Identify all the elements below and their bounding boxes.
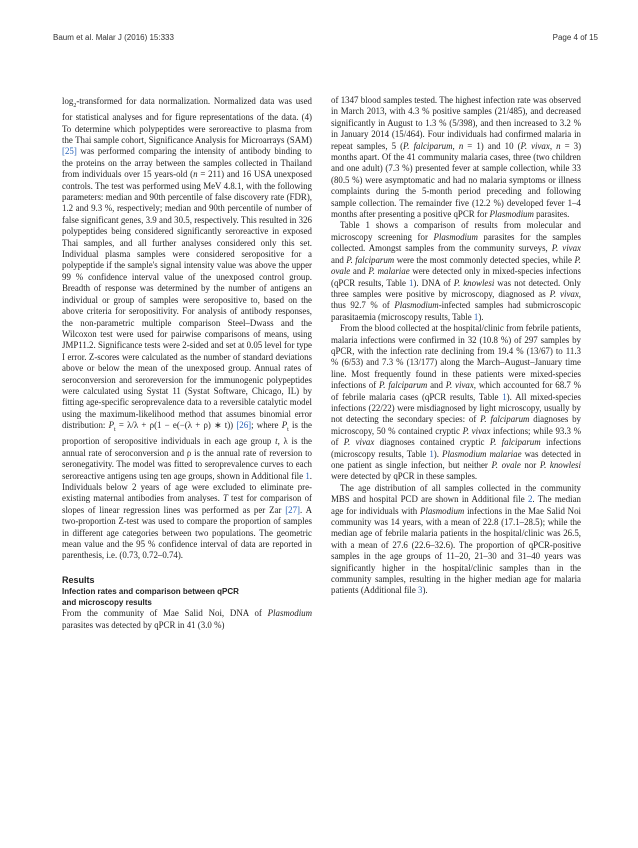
page-number: Page 4 of 15 [552,33,598,42]
subheading-line: Infection rates and comparison between qPCR [62,587,239,597]
subheading-line: and microscopy results [62,597,152,607]
text-run: infections; while 93.3 % of [331,425,581,448]
text-run: -transformed for data normalization. Normalized data was used for statistical analyses and for figure representations of the data. (4) To determine which polypeptides were seroreactive to plasma from the Thai sample cohort, Significance Analysis for Microarrays (SAM) [62,96,312,145]
text-run: -infected samples had submicroscopic parasitaemia (microscopy results, Table [331,300,581,322]
results-heading: Results [62,574,95,585]
text-run: = λ/λ + ρ(1 − e(−(λ + ρ) ∗ t)) [115,420,237,431]
table-1-link[interactable]: 1 [429,448,434,459]
left-column [62,96,312,631]
text-run: P. vivax [343,437,375,448]
text-run: nor [520,460,540,470]
text-run: P. falciparum [403,140,453,151]
community-paragraph [331,95,581,220]
text-run: , which accounted for 68.7 % of febrile malaria cases (qPCR results, Table [331,380,582,402]
ref-link-25[interactable]: [25] [62,146,77,157]
text-run: t [114,426,116,433]
text-run: and [331,254,347,265]
table1-paragraph [331,220,581,323]
text-run: P. ovale [331,254,581,277]
text-run: , λ is the annual rate of seroconversion and ρ is the annual rate of reversion to seronegativity. The model was fitted to seroprevalence curves to each seroreactive antigens using ten age groups, shown in Additional file [62,436,312,481]
text-run: , [549,140,557,151]
additional-file-1-link[interactable]: 1 [305,470,310,481]
methods-paragraph [62,96,312,562]
age-distribution-paragraph [331,483,581,597]
text-run: Plasmodium [419,505,465,516]
text-run: = 3) months apart. Of the 41 community malaria cases, three (two children and one adult) (7.3 %) presented fever at sample collection, while 33 (80.5 %) were asymptomatic and had no malaria symptoms or illness complaints during the 5-month period preceding and following sample collection. The remainder five (12.2 %) developed fever 1–4 months after presenting a positive qPCR for [331,140,582,220]
text-run: ). [433,448,443,459]
text-run: is the proportion of seropositive individuals in each age group [62,420,312,447]
text-run: log [62,96,74,106]
text-run: test for comparison of slopes of linear regression lines was performed as per Zar [62,493,312,515]
text-run: . The median age for individuals with [331,494,581,516]
text-run: . Individuals below 2 years of age were excluded to eliminate pre-existing maternal antibodies from analyses. [62,470,312,504]
text-run: parasites was detected by qPCR in 41 (3.0 %) [62,619,225,630]
text-run: t [287,426,289,433]
text-run: infections (microscopy results, Table [331,437,581,459]
text-run: Plasmodium [433,231,478,242]
results-subheading [62,587,312,608]
ref-link-27[interactable]: [27] [285,504,301,515]
text-run: parasites for the samples collected. Amongst samples from the community surveys, [331,231,581,254]
text-run: Plasmodium [489,209,534,220]
text-run: P. ovale [491,460,521,470]
text-run: ). [422,585,428,596]
text-run: ). All mixed-species infections (22/22) were misdiagnosed by light microscopy, usually by not detecting the secondary species: of [331,391,581,425]
text-run: 2 [73,102,77,109]
text-run: Plasmodium [267,608,312,619]
additional-file-2-link[interactable]: 2 [527,494,533,505]
text-run: P. vivax [549,288,579,299]
text-run: n [193,169,198,180]
text-run: t [275,436,278,447]
text-run: of 1347 blood samples tested. The highest infection rate was observed in March 2013, with 4.3 % positive samples (21/485), and decreased significantly in August to 1.3 % (5/398), and then increased to 3.2 % in January 2014 (15/464). Four individuals had confirmed malaria in repeat samples, 5 ( [331,95,581,151]
right-column [331,95,581,597]
text-run: and [350,266,369,277]
results-paragraph [62,608,312,631]
text-run: P. malariae [368,266,410,277]
text-run: , thus 92.7 % of [331,288,581,311]
text-run: P. falciparum [379,380,428,391]
text-run: P. falciparum [346,254,395,265]
text-run: P. falciparum [480,414,530,425]
text-run: was performed comparing the intensity of antibody binding to the proteins on the array between the samples collected in Thailand from individuals over 15 years-old ( [62,146,312,180]
text-run: was detected in one patient as single infection, but neither [331,448,581,470]
text-run: infections in the Mae Salid Noi community was 14 years, with a mean of 22.8 (17.1–28.5); while the median age of febrile malaria patients in the hospital/clinic was 26.5, with a mean of 27.6 (22.6–32.6). The proportion of qPCR-positive samples in the age groups of 11–20, 21–30 and 31–40 years was significantly higher in the hospital/clinic samples than in the community samples, resulting in the higher median age for malaria patients (Additional file [331,505,581,596]
table-1-link[interactable]: 1 [408,277,414,288]
text-run: Table 1 shows a comparison of results from molecular and microscopy screening for [331,220,581,242]
text-run: and [427,380,446,391]
text-run: diagnoses by microscopy, 50 % contained cryptic [331,414,581,436]
text-run: P. vivax [551,243,581,254]
text-run: diagnoses contained cryptic [374,437,490,448]
text-run: P. vivax [520,140,550,151]
text-run: . A two-proportion Z-test was used to compare the proportion of samples in different age categories between two populations. The geometric mean value and the 95 % confidence interval of data are reported in parenthesis, i.e. (0.73, 0.72–0.74). [62,504,312,561]
text-run: From the blood collected at the hospital/clinic from febrile patients, malaria infections were confirmed in 32 (10.8 %) of 297 samples by qPCR, with the infection rate declining from 19.4 % (13/67) to 11.3 % (6/53) and 7.3 % (13/177) along the March–August–January time line. Most frequently found in these patients were mixed-species infections of [331,323,581,391]
text-run: T [222,493,228,504]
text-run: were detected only in mixed-species infections (qPCR results, Table [331,266,581,288]
text-run: Plasmodium malariae [442,448,522,459]
text-run: P. knowlesi [453,277,495,288]
text-run: = 1) and 10 ( [463,140,521,151]
text-run: were the most commonly detected species, while [394,254,575,265]
text-run: n [458,140,464,151]
text-run: P. vivax [445,380,474,391]
additional-file-3-link[interactable]: 3 [418,585,423,596]
text-run: ). DNA of [413,277,454,288]
text-run: P [108,420,115,431]
text-run: Plasmodium [394,300,439,311]
text-run: n [556,140,561,151]
text-run: = 211) and 16 USA unexposed controls. The test was performed using MeV 4.8.1, with the following parameters: median and 90th percentile of false discovery rate (FDR), 1.2 and 9.3 %, respectively; median and 90th percentile of number of false significant genes, 3.9 and 30.5, respectively. This resulted in 326 polypeptides being considered significantly seroreactive in exposed Thai samples, and all further analyses considered only this set. Individual plasma samples were considered seropositive for a polypeptide if the sample's signal intensity value was above the upper 99 % confidence interval value of the unexposed control group. Breadth of response was determined by the number of antigens an individual or group of samples were seropositive to, based on the above criteria for seropositivity. For analysis of antibody responses, the non-parametric multiple comparison Steel–Dwass and the Wilcoxon test were used for pairwise comparisons of means, using JMP11.2. Significance tests were 2-sided and set at 0.05 level for type I error. Z-scores were calculated as the number of standard deviations above or below the mean of the unexposed group. Annual rates of seroconversion and seroreversion for the immunogenic polypeptides were calculated using Systat 11 (Systat Software, Chicago, IL) by fitting age-specific seroprevalence data to a reversible catalytic model using the maximum-likelihood method that assumes binomial error distribution: [62,169,312,431]
text-run: P. knowlesi [539,460,581,470]
text-run: ; where [251,420,282,431]
text-run: , [452,140,459,151]
text-run: P. vivax [462,425,491,436]
text-run: P. falciparum [489,437,541,448]
ref-link-26[interactable]: [26] [236,420,252,431]
table-1-link[interactable]: 1 [473,311,479,322]
hospital-paragraph [331,323,581,483]
text-run: were detected by qPCR in these samples. [331,471,478,482]
text-run: From the community of Mae Salid Noi, DNA of [62,608,268,619]
text-run: parasites. [533,209,570,220]
table-1-link[interactable]: 1 [502,391,507,402]
citation-header: Baum et al. Malar J (2016) 15:333 [53,33,174,42]
text-run: was not detected. Only three samples were positive by microscopy, diagnosed as [331,277,581,299]
text-run: The age distribution of all samples collected in the community MBS and hospital PCD are shown in Additional file [331,482,581,505]
text-run: ). [478,311,484,322]
text-run: P [281,420,288,431]
